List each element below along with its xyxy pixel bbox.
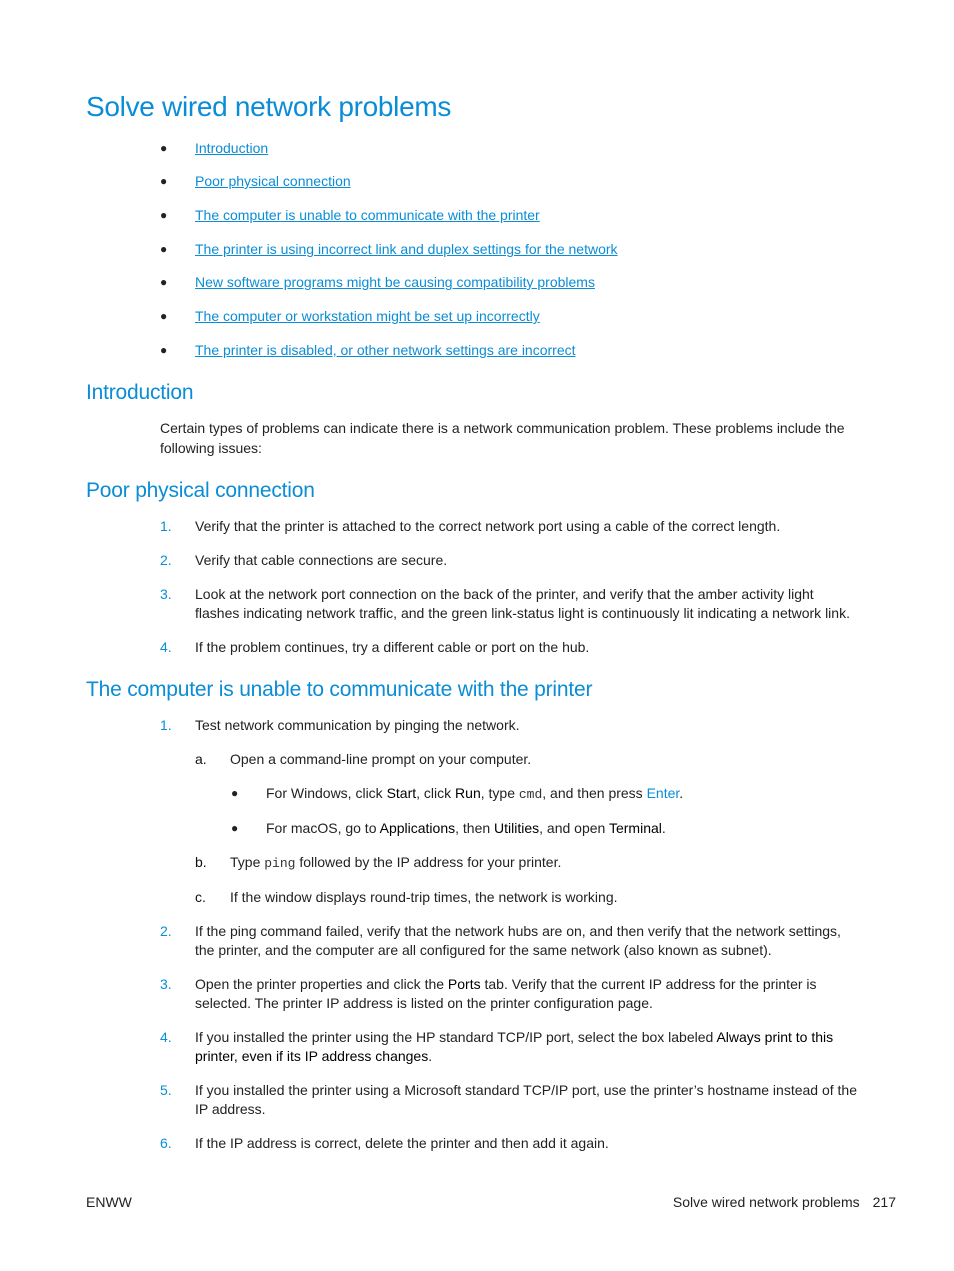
step-number: 4. <box>160 1029 172 1045</box>
list-bullet: ● <box>231 821 239 835</box>
step-text: If the IP address is correct, delete the printer and then add it again. <box>195 1135 609 1151</box>
toc-link-link-duplex[interactable]: The printer is using incorrect link and duplex settings for the network <box>195 241 618 257</box>
step-number: 3. <box>160 976 172 992</box>
run-ui-label: Run <box>455 785 481 801</box>
footer-left: ENWW <box>86 1194 132 1210</box>
step-text: If the problem continues, try a different cable or port on the hub. <box>195 639 590 655</box>
step-text: selected. The printer IP address is listed on the printer configuration page. <box>195 995 653 1011</box>
toc-bullet: ● <box>160 309 168 323</box>
step-number: 3. <box>160 586 172 602</box>
step-number: 4. <box>160 639 172 655</box>
step-number: 2. <box>160 552 172 568</box>
step-number: 1. <box>160 518 172 534</box>
footer-right <box>673 1194 896 1210</box>
step-text: flashes indicating network traffic, and the green link-status light is continuously lit indicating a network link. <box>195 605 850 621</box>
step-number: 5. <box>160 1082 172 1098</box>
page-number: 217 <box>872 1194 896 1210</box>
step-text: If you installed the printer using a Microsoft standard TCP/IP port, use the printer’s hostname instead of the <box>195 1082 857 1098</box>
step-text: Open the printer properties and click the Ports tab. Verify that the current IP address for the printer is <box>195 976 817 992</box>
step-text: IP address. <box>195 1101 266 1117</box>
step-text: printer, even if its IP address changes. <box>195 1048 433 1064</box>
substep-text: Open a command-line prompt on your computer. <box>230 751 532 767</box>
step-text: Verify that the printer is attached to the correct network port using a cable of the correct length. <box>195 518 781 534</box>
ping-code: ping <box>264 856 296 871</box>
step-text: If the ping command failed, verify that the network hubs are on, and then verify that the network settings, <box>195 923 841 939</box>
toc-bullet: ● <box>160 141 168 155</box>
toc-link-workstation-setup[interactable]: The computer or workstation might be set up incorrectly <box>195 308 540 324</box>
toc-bullet: ● <box>160 208 168 222</box>
toc-bullet: ● <box>160 343 168 357</box>
step-text: If you installed the printer using the HP standard TCP/IP port, select the box labeled Always print to this <box>195 1029 834 1045</box>
step-text: Test network communication by pinging the network. <box>195 717 520 733</box>
page-title: Solve wired network problems <box>86 91 452 122</box>
always-print-ui-label: printer, even if its IP address changes <box>195 1048 429 1064</box>
intro-line: Certain types of problems can indicate there is a network communication problem. These problems include the <box>160 420 845 436</box>
enter-key-label: Enter <box>646 785 680 801</box>
toc-link-introduction[interactable]: Introduction <box>195 140 269 156</box>
toc-bullet: ● <box>160 174 168 188</box>
step-number: 1. <box>160 717 172 733</box>
terminal-ui-label: Terminal <box>608 820 662 836</box>
utilities-ui-label: Utilities <box>494 820 540 836</box>
toc-bullet: ● <box>160 275 168 289</box>
substep-letter: c. <box>195 889 206 905</box>
cmd-code: cmd <box>518 787 543 802</box>
applications-ui-label: Applications <box>379 820 456 836</box>
substep-text: If the window displays round-trip times, the network is working. <box>230 889 618 905</box>
substep-letter: b. <box>195 854 207 870</box>
macos-instruction: For macOS, go to Applications, then Utilities, and open Terminal. <box>266 820 666 836</box>
windows-instruction: For Windows, click Start, click Run, type cmd, and then press Enter. <box>266 785 684 802</box>
section-heading-introduction: Introduction <box>86 381 194 404</box>
step-number: 2. <box>160 923 172 939</box>
section-heading-poor-physical-connection: Poor physical connection <box>86 479 315 502</box>
substep-text: Type ping followed by the IP address for your printer. <box>230 854 562 871</box>
step-text: Verify that cable connections are secure. <box>195 552 448 568</box>
substep-letter: a. <box>195 751 207 767</box>
section-heading-computer-unable: The computer is unable to communicate with the printer <box>86 678 593 701</box>
step-text: the printer, and the computer are all configured for the same network (also known as subnet). <box>195 942 772 958</box>
toc-bullet: ● <box>160 242 168 256</box>
always-print-ui-label: Always print to this <box>716 1029 834 1045</box>
toc-link-software-compat[interactable]: New software programs might be causing compatibility problems <box>195 274 595 290</box>
start-ui-label: Start <box>386 785 417 801</box>
ports-ui-label: Ports <box>447 976 481 992</box>
footer-title: Solve wired network problems <box>672 1194 860 1210</box>
step-text: Look at the network port connection on the back of the printer, and verify that the amber activity light <box>195 586 814 602</box>
step-number: 6. <box>160 1135 172 1151</box>
toc-link-poor-physical-connection[interactable]: Poor physical connection <box>195 173 351 189</box>
toc-link-computer-unable[interactable]: The computer is unable to communicate with the printer <box>195 207 540 223</box>
list-bullet: ● <box>231 786 239 800</box>
intro-line: following issues: <box>160 440 262 456</box>
toc-link-printer-disabled[interactable]: The printer is disabled, or other network settings are incorrect <box>195 342 576 358</box>
